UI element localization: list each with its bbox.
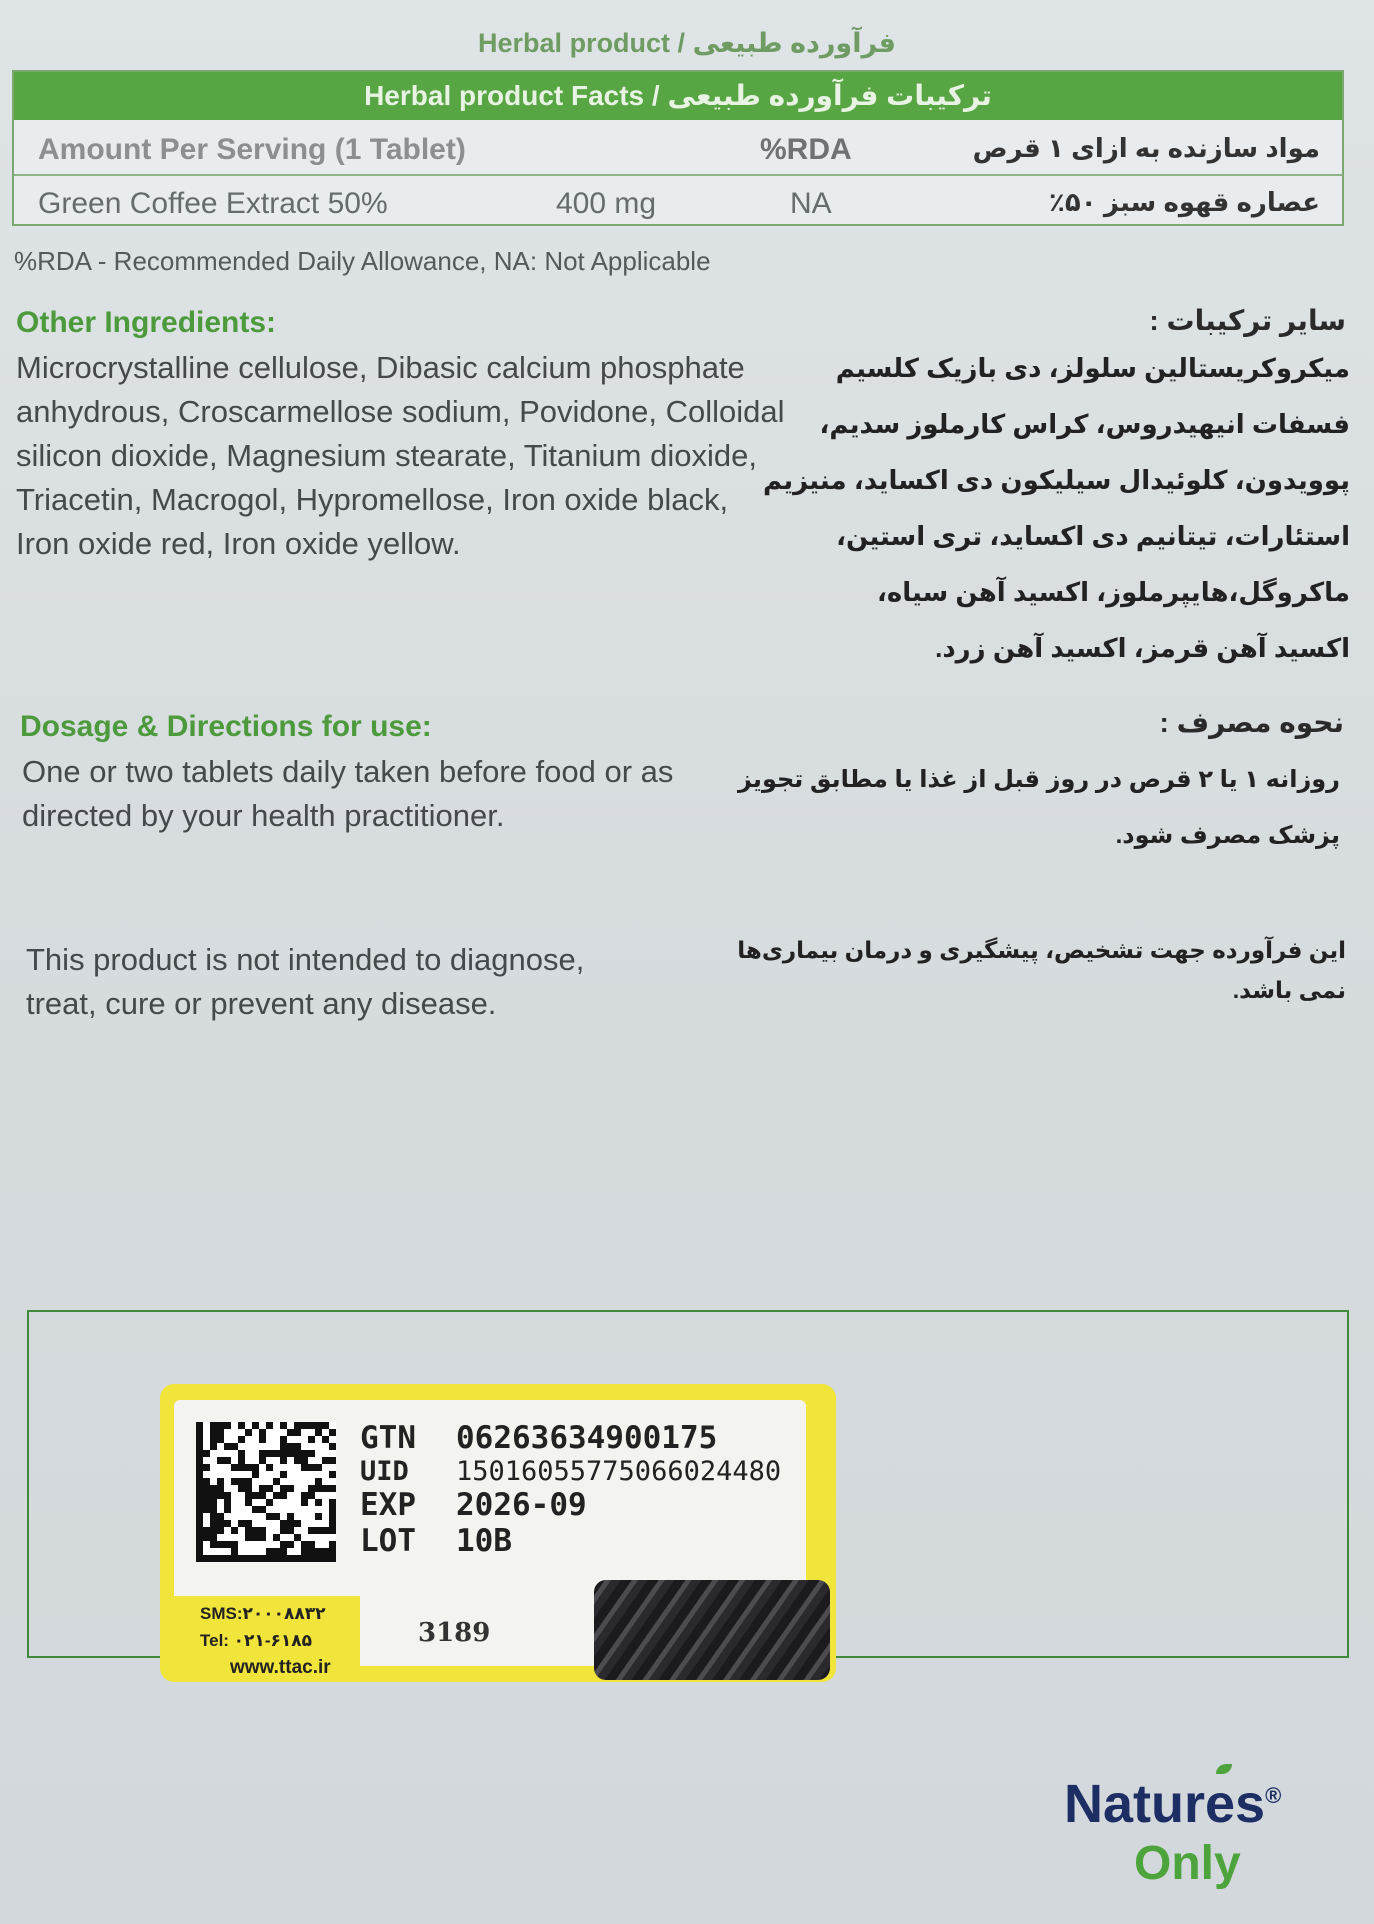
disclaimer-line-fa: این فرآورده جهت تشخیص، پیشگیری و درمان بیماری‌ها: [737, 937, 1346, 963]
ingredients-line-fa: پوویدون، کلوئیدال سیلیکون دی اکساید، منیزیم: [762, 465, 1350, 495]
serving-label-fa: مواد سازنده به ازای ۱ قرص: [972, 133, 1320, 163]
ingredients-line-fa: استئارات، تیتانیم دی اکساید، تری استین،: [836, 521, 1350, 551]
facts-data-row: [14, 176, 1342, 228]
disclaimer-line: This product is not intended to diagnose,: [26, 942, 585, 977]
facts-title-bar: Herbal product Facts / ترکیبات فرآورده طبیعی: [14, 72, 1342, 120]
website-text: www.ttac.ir: [230, 1657, 331, 1678]
ingredients-line-fa: میکروکریستالین سلولز، دی بازیک کلسیم: [835, 353, 1350, 383]
lot-label: LOT: [360, 1523, 416, 1559]
ingredient-name: Green Coffee Extract 50%: [38, 187, 388, 220]
ingredients-line: anhydrous, Croscarmellose sodium, Povidone, Colloidal: [16, 394, 785, 429]
facts-table: [12, 70, 1344, 226]
datamatrix-code-icon: [196, 1422, 336, 1562]
disclaimer-line: treat, cure or prevent any disease.: [26, 986, 497, 1021]
dosage-heading-fa: نحوه مصرف :: [1159, 707, 1344, 738]
dosage-heading: Dosage & Directions for use:: [20, 710, 432, 743]
ingredients-heading: Other Ingredients:: [16, 306, 277, 339]
rda-footnote: %RDA - Recommended Daily Allowance, NA: Not Applicable: [14, 246, 711, 276]
sticker-contact: [174, 1596, 360, 1682]
ingredients-line-fa: فسفات انیهیدروس، کراس کارملوز سدیم،: [819, 409, 1350, 439]
ingredients-heading-fa: سایر ترکیبات :: [1149, 305, 1346, 336]
serial-number: 3189: [418, 1618, 491, 1648]
exp-value: 2026-09: [456, 1487, 587, 1523]
ingredient-rda: NA: [790, 187, 832, 220]
ingredients-line: Iron oxide red, Iron oxide yellow.: [16, 526, 461, 561]
lot-line: [360, 1523, 781, 1559]
gtn-value: 06263634900175: [456, 1420, 718, 1456]
disclaimer-line-fa: نمی باشد.: [1232, 977, 1346, 1003]
ingredients-text-en: [16, 346, 785, 566]
ingredients-line-fa: ماکروگل،هایپرملوز، اکسید آهن سیاه،: [876, 577, 1350, 607]
brand-logo-natures: Natures®: [1064, 1774, 1282, 1834]
facts-header-row: [14, 122, 1342, 176]
brand-logo-only: Only: [1134, 1837, 1241, 1890]
uid-value: 15016055775066024480: [456, 1456, 782, 1487]
sms-text: SMS:۲۰۰۰۸۸۳۲: [200, 1604, 326, 1623]
gtn-label: GTN: [360, 1420, 416, 1456]
uid-line: [360, 1456, 781, 1487]
serving-label: Amount Per Serving (1 Tablet): [38, 133, 466, 166]
exp-label: EXP: [360, 1487, 416, 1523]
ingredients-line: silicon dioxide, Magnesium stearate, Titanium dioxide,: [16, 438, 757, 473]
dosage-line-fa: پزشک مصرف شود.: [1115, 822, 1340, 849]
package-header-title: Herbal product / فرآورده طبیعی: [478, 28, 896, 58]
tel-text: Tel: ۰۲۱-۶۱۸۵: [200, 1631, 312, 1650]
uid-label: UID: [360, 1456, 409, 1487]
dosage-text-en: [22, 750, 673, 838]
dosage-line-fa: روزانه ۱ یا ۲ قرص در روز قبل از غذا یا مطابق تجویز: [738, 766, 1340, 793]
lot-value: 10B: [456, 1523, 512, 1559]
ingredients-line: Triacetin, Macrogol, Hypromellose, Iron oxide black,: [16, 482, 729, 517]
gtn-line: [360, 1420, 781, 1456]
hologram-scratch-icon: [594, 1580, 830, 1680]
dosage-text-fa: [738, 752, 1340, 864]
authenticity-sticker: [160, 1384, 836, 1682]
ingredient-name-fa: عصاره قهوه سبز ۵۰٪: [1049, 187, 1320, 217]
dosage-line: directed by your health practitioner.: [22, 798, 505, 833]
dosage-line: One or two tablets daily taken before food or as: [22, 754, 674, 789]
exp-line: [360, 1487, 781, 1523]
registered-mark: ®: [1265, 1783, 1282, 1808]
ingredient-amount: 400 mg: [556, 187, 657, 220]
sticker-codes: [360, 1420, 781, 1559]
disclaimer-text-en: [26, 938, 584, 1026]
sticker-label: [174, 1400, 806, 1678]
disclaimer-text-fa: [737, 930, 1346, 1010]
rda-header: %RDA: [760, 133, 852, 166]
ingredients-line-fa: اکسید آهن قرمز، اکسید آهن زرد.: [935, 633, 1350, 663]
ingredients-text-fa: [763, 340, 1350, 676]
ingredients-line: Microcrystalline cellulose, Dibasic calcium phosphate: [16, 350, 745, 385]
